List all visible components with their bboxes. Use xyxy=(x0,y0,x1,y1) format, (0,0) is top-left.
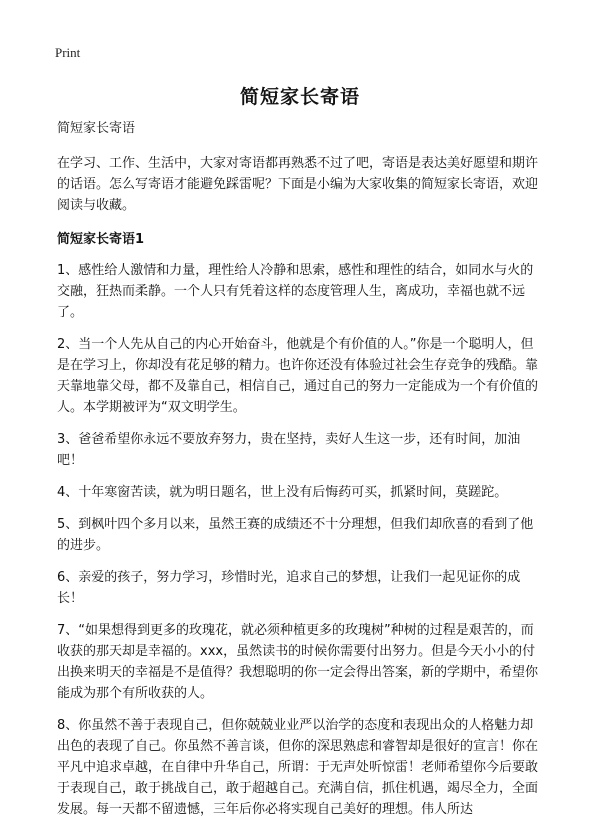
article-body xyxy=(57,118,545,831)
list-item: 5、到枫叶四个多月以来，虽然王赛的成绩还不十分理想，但我们却欣喜的看到了他的进步。 xyxy=(57,517,534,553)
page-title: 简短家长寄语 xyxy=(239,86,360,108)
list-item: 2、当一个人先从自己的内心开始奋斗，他就是个有价值的人。”你是一个聪明人，但是在学习上，你却没有花足够的精力。也许你还没有体验过社会生存竞争的残酷。靠天靠地靠父母，都不及靠自己，相信自己，通过自己的努力一定能成为一个有价值的人。本学期被评为“双文明学生。 xyxy=(57,337,539,415)
section-heading: 简短家长寄语1 xyxy=(57,232,145,247)
list-item: 7、“如果想得到更多的玫瑰花，就必须种植更多的玫瑰树”种树的过程是艰苦的，而收获的那天却是幸福的。xxx，虽然读书的时候你需要付出努力。但是今天小小的付出换来明天的幸福是不是值得？我想聪明的你一定会得出答案，新的学期中，希望你能成为那个有所收获的人。 xyxy=(57,623,539,701)
list-item: 1、感性给人激情和力量，理性给人冷静和思索，感性和理性的结合，如同水与火的交融，狂热而柔静。一个人只有凭着这样的态度管理人生，离成功，幸福也就不远了。 xyxy=(57,263,534,320)
list-item: 8、你虽然不善于表现自己，但你兢兢业业严以治学的态度和表现出众的人格魅力却出色的表现了自己。你虽然不善言谈，但你的深思熟虑和睿智却是很好的宣言！你在平凡中追求卓越，在自律中升华自己，所谓：于无声处听惊雷！老师希望你今后要敢于表现自己，敢于挑战自己，敢于超越自己。充满自信，抓住机遇，竭尽全力，全面发展。每一天都不留遗憾，三年后你必将实现自己美好的理想。伟人所达 xyxy=(57,718,539,817)
article-subtitle: 简短家长寄语 xyxy=(57,121,136,136)
list-item: 3、爸爸希望你永远不要放弃努力，贵在坚持，卖好人生这一步，还有时间，加油吧！ xyxy=(57,432,521,468)
list-item: 4、十年寒窗苦读，就为明日题名，世上没有后悔药可买，抓紧时间，莫蹉跎。 xyxy=(57,485,508,500)
intro-paragraph: 在学习、工作、生活中，大家对寄语都再熟悉不过了吧，寄语是表达美好愿望和期许的话语。怎么写寄语才能避免踩雷呢？下面是小编为大家收集的简短家长寄语，欢迎阅读与收藏。 xyxy=(57,156,539,213)
list-item: 6、亲爱的孩子，努力学习，珍惜时光，追求自己的梦想，让我们一起见证你的成长！ xyxy=(57,570,521,606)
print-link[interactable]: Print xyxy=(55,45,81,60)
